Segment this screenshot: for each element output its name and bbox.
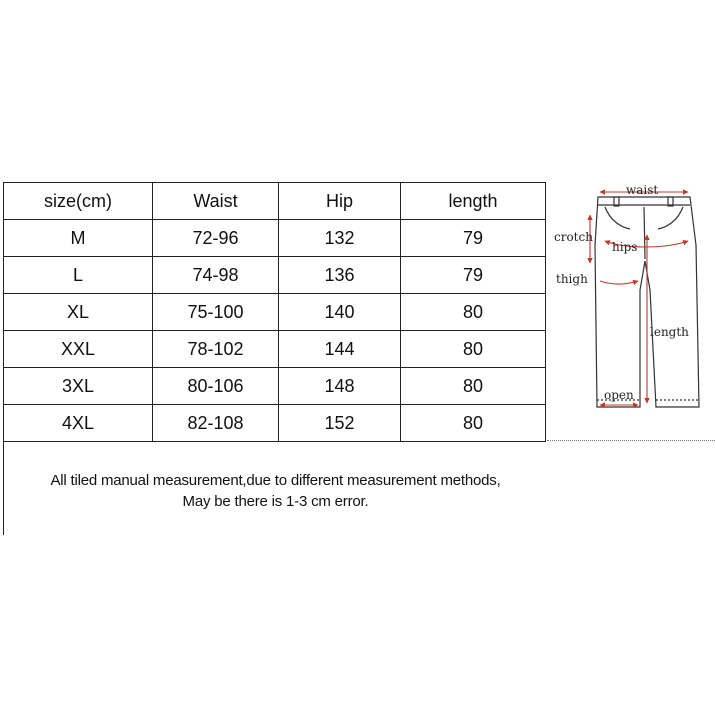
cell-waist: 82-108: [153, 405, 279, 442]
table-row: [4, 220, 546, 257]
cell-length: 80: [401, 331, 546, 368]
hips-label: hips: [612, 240, 638, 254]
waist-label: waist: [626, 183, 659, 197]
cell-hip: 152: [279, 405, 401, 442]
note-line-2: May be there is 1-3 cm error.: [182, 493, 369, 510]
thigh-label: thigh: [556, 272, 588, 286]
table-row: [4, 294, 546, 331]
cell-length: 80: [401, 294, 546, 331]
cell-hip: 144: [279, 331, 401, 368]
size-chart-table: [3, 182, 546, 442]
cell-hip: 132: [279, 220, 401, 257]
cell-hip: 136: [279, 257, 401, 294]
cell-length: 79: [401, 257, 546, 294]
trousers-measurement-diagram: [550, 175, 710, 420]
measurement-note: [3, 440, 547, 535]
length-label: length: [650, 325, 689, 339]
header-waist: Waist: [153, 183, 279, 220]
cell-size: L: [4, 257, 153, 294]
cell-length: 80: [401, 405, 546, 442]
table-row: [4, 257, 546, 294]
cell-size: 4XL: [4, 405, 153, 442]
cell-hip: 140: [279, 294, 401, 331]
thigh-arrow: [600, 281, 638, 284]
cell-size: XL: [4, 294, 153, 331]
table-row: [4, 331, 546, 368]
cell-size: M: [4, 220, 153, 257]
cell-size: XXL: [4, 331, 153, 368]
open-label: open: [604, 388, 634, 402]
table-row: [4, 368, 546, 405]
header-size: size(cm): [4, 183, 153, 220]
cell-waist: 74-98: [153, 257, 279, 294]
dotted-divider: [547, 440, 715, 441]
crotch-label: crotch: [554, 230, 593, 244]
cell-length: 79: [401, 220, 546, 257]
header-length: length: [401, 183, 546, 220]
cell-waist: 80-106: [153, 368, 279, 405]
table-row: [4, 405, 546, 442]
header-hip: Hip: [279, 183, 401, 220]
cell-hip: 148: [279, 368, 401, 405]
note-line-1: All tiled manual measurement,due to different measurement methods,: [50, 472, 501, 489]
cell-waist: 72-96: [153, 220, 279, 257]
cell-length: 80: [401, 368, 546, 405]
table-header-row: [4, 183, 546, 220]
cell-waist: 78-102: [153, 331, 279, 368]
cell-size: 3XL: [4, 368, 153, 405]
cell-waist: 75-100: [153, 294, 279, 331]
